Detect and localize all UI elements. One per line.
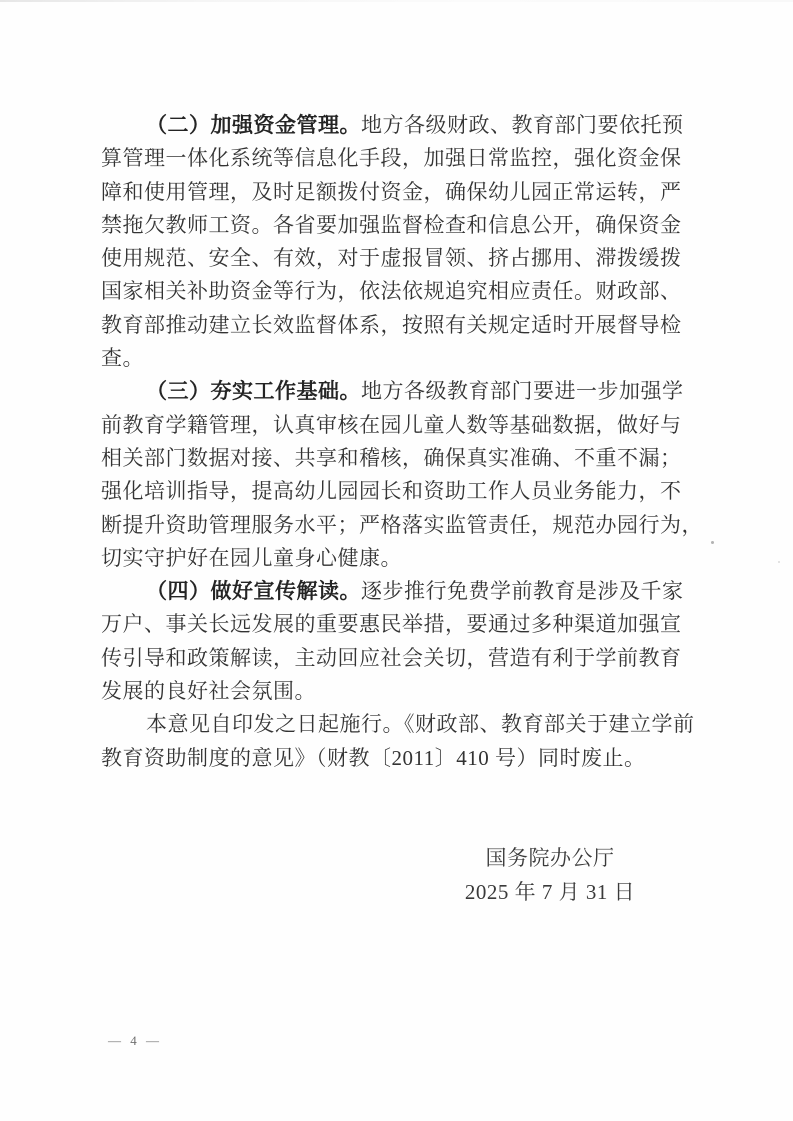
text-line: 相关部门数据对接、共享和稽核，确保真实准确、不重不漏； (101, 445, 682, 470)
text-line: 查。 (101, 346, 144, 371)
scan-speck (711, 541, 714, 544)
text-line: 前教育学籍管理，认真审核在园儿童人数等基础数据，做好与 (101, 412, 682, 437)
text-line: 教育部推动建立长效监督体系，按照有关规定适时开展督导检 (101, 312, 682, 337)
scan-edge-artifact (0, 0, 793, 2)
scan-speck (611, 849, 613, 851)
text-run: 本意见自印发之日起施行。《财政部、教育部关于建立学前 (146, 712, 695, 737)
text-line: 万户、事关长远发展的重要惠民举措，要通过多种渠道加强宣 (101, 612, 682, 637)
text-line: 国家相关补助资金等行为，依法依规追究相应责任。财政部、 (101, 279, 682, 304)
text-line (101, 109, 701, 142)
text-line: 算管理一体化系统等信息化手段，加强日常监控，强化资金保 (101, 146, 682, 171)
paragraph-publicity-interpretation (101, 575, 701, 708)
scan-speck (778, 561, 780, 563)
page-number-footer: — 4 — (108, 1033, 162, 1048)
text-run: 逐步推行免费学前教育是涉及千家 (361, 579, 684, 604)
text-line: 教育资助制度的意见》（财教〔2011〕410 号）同时废止。 (101, 745, 646, 770)
text-line (101, 575, 701, 608)
text-line: 断提升资助管理服务水平；严格落实监管责任，规范办园行为， (101, 512, 703, 537)
paragraph-heading: （二）加强资金管理。 (146, 114, 361, 137)
document-body (101, 109, 701, 775)
text-line: 强化培训指导，提高幼儿园园长和资助工作人员业务能力，不 (101, 479, 682, 504)
text-line (101, 375, 701, 408)
text-run: 地方各级教育部门要进一步加强学 (361, 379, 684, 404)
paragraph-effective-date (101, 708, 701, 775)
signature-block (410, 841, 690, 909)
paragraph-heading: （四）做好宣传解读。 (146, 580, 361, 604)
text-line: 传引导和政策解读，主动回应社会关切，营造有利于学前教育 (101, 645, 682, 670)
text-line: 障和使用管理，及时足额拨付资金，确保幼儿园正常运转，严 (101, 179, 682, 204)
signature-organization: 国务院办公厅 (485, 846, 615, 870)
paragraph-strengthen-fund-management (101, 109, 701, 375)
text-run: 地方各级财政、教育部门要依托预 (361, 113, 684, 137)
paragraph-consolidate-work-foundation (101, 375, 701, 575)
text-line: 使用规范、安全、有效，对于虚报冒领、挤占挪用、滞拨缓拨 (101, 246, 682, 271)
text-line: 发展的良好社会氛围。 (101, 679, 316, 704)
text-line: 切实守护好在园儿童身心健康。 (101, 545, 402, 570)
paragraph-heading: （三）夯实工作基础。 (146, 380, 361, 404)
text-line (101, 708, 701, 741)
signature-date: 2025 年 7 月 31 日 (464, 880, 636, 904)
text-line: 禁拖欠教师工资。各省要加强监督检查和信息公开，确保资金 (101, 212, 682, 237)
